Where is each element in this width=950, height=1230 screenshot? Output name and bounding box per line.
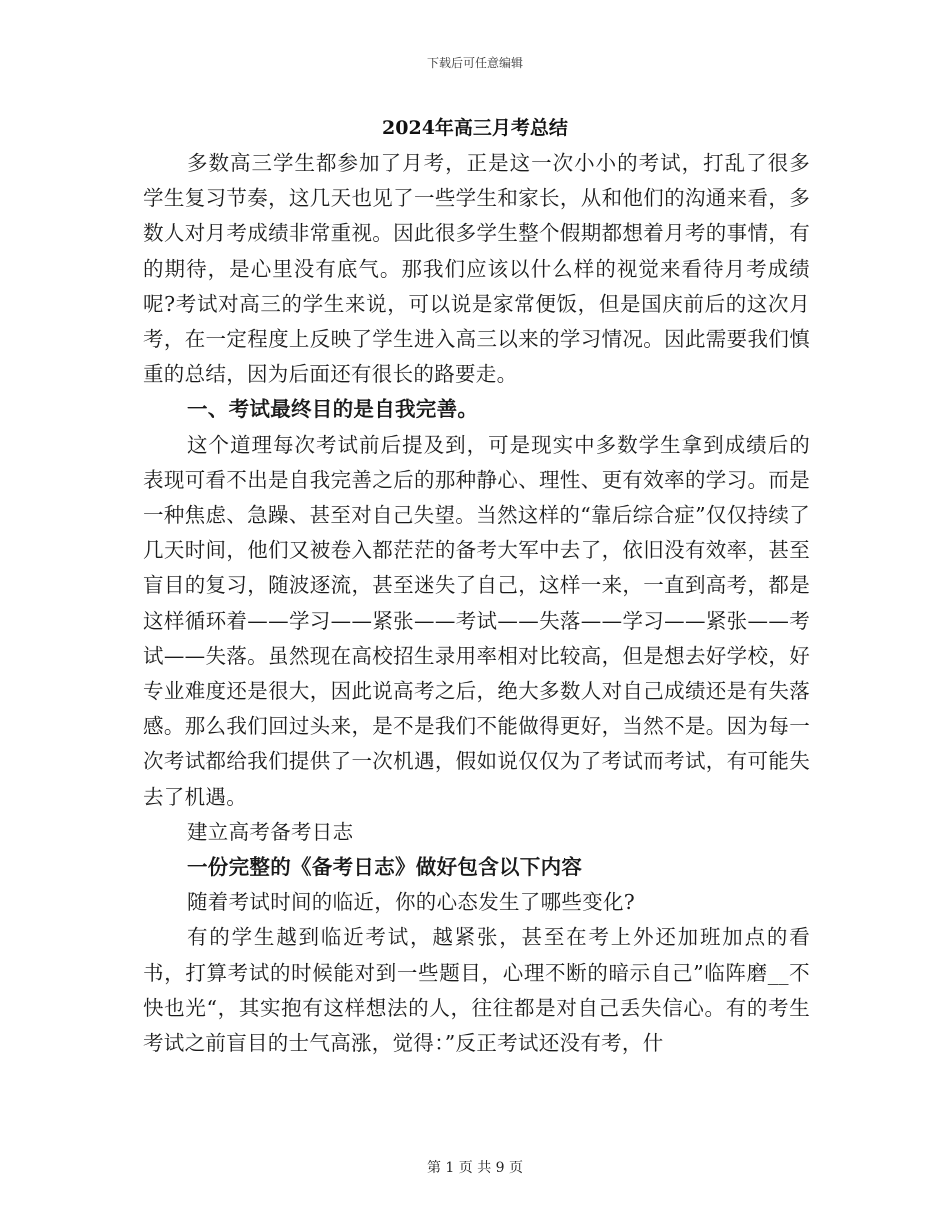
body-paragraph: 这个道理每次考试前后提及到，可是现实中多数学生拿到成绩后的表现可看不出是自我完善之后的那种静心、理性、更有效率的学习。而是一种焦虑、急躁、甚至对自己失望。当然这样的“靠后综合症”仅仅持续了几天时间，他们又被卷入都茫茫的备考大军中去了，依旧没有效率，甚至盲目的复习，随波逐流，甚至迷失了自己，这样一来，一直到高考，都是这样循环着——学习——紧张——考试——失落——学习——紧张——考试——失落。虽然现在高校招生录用率相对比较高，但是想去好学校，好专业难度还是很大，因此说高考之后，绝大多数人对自己成绩还是有失落感。那么我们回过头来，是不是我们不能做得更好，当然不是。因为每一次考试都给我们提供了一次机遇，假如说仅仅为了考试而考试，有可能失去了机遇。: [143, 432, 810, 809]
body-paragraph: 有的学生越到临近考试，越紧张，甚至在考上外还加班加点的看书，打算考试的时候能对到一些题目，心理不断的暗示自己”临阵磨__不快也光“，其实抱有这样想法的人，往往都是对自己丢失信心。有的考生考试之前盲目的士气高涨，觉得：”反正考试还没有考，什: [143, 925, 810, 1056]
body-paragraph: 建立高考备考日志: [187, 819, 354, 844]
page-footer: 第 1 页 共 9 页: [426, 1160, 524, 1176]
header-note: 下载后可任意编辑: [426, 56, 523, 70]
document-title: 2024年高三月考总结: [382, 117, 568, 139]
body-paragraph: 多数高三学生都参加了月考，正是这一次小小的考试，打乱了很多学生复习节奏，这几天也见了一些学生和家长，从和他们的沟通来看，多数人对月考成绩非常重视。因此很多学生整个假期都想着月考的事情，有的期待，是心里没有底气。那我们应该以什么样的视觉来看待月考成绩呢?考试对高三的学生来说，可以说是家常便饭，但是国庆前后的这次月考，在一定程度上反映了学生进入高三以来的学习情况。因此需要我们慎重的总结，因为后面还有很长的路要走。: [143, 151, 810, 387]
section-heading: 一份完整的《备考日志》做好包含以下内容: [187, 855, 583, 880]
document-body: [143, 146, 810, 1061]
body-paragraph: 随着考试时间的临近，你的心态发生了哪些变化?: [187, 890, 636, 915]
section-heading: 一、考试最终目的是自我完善。: [187, 397, 479, 422]
